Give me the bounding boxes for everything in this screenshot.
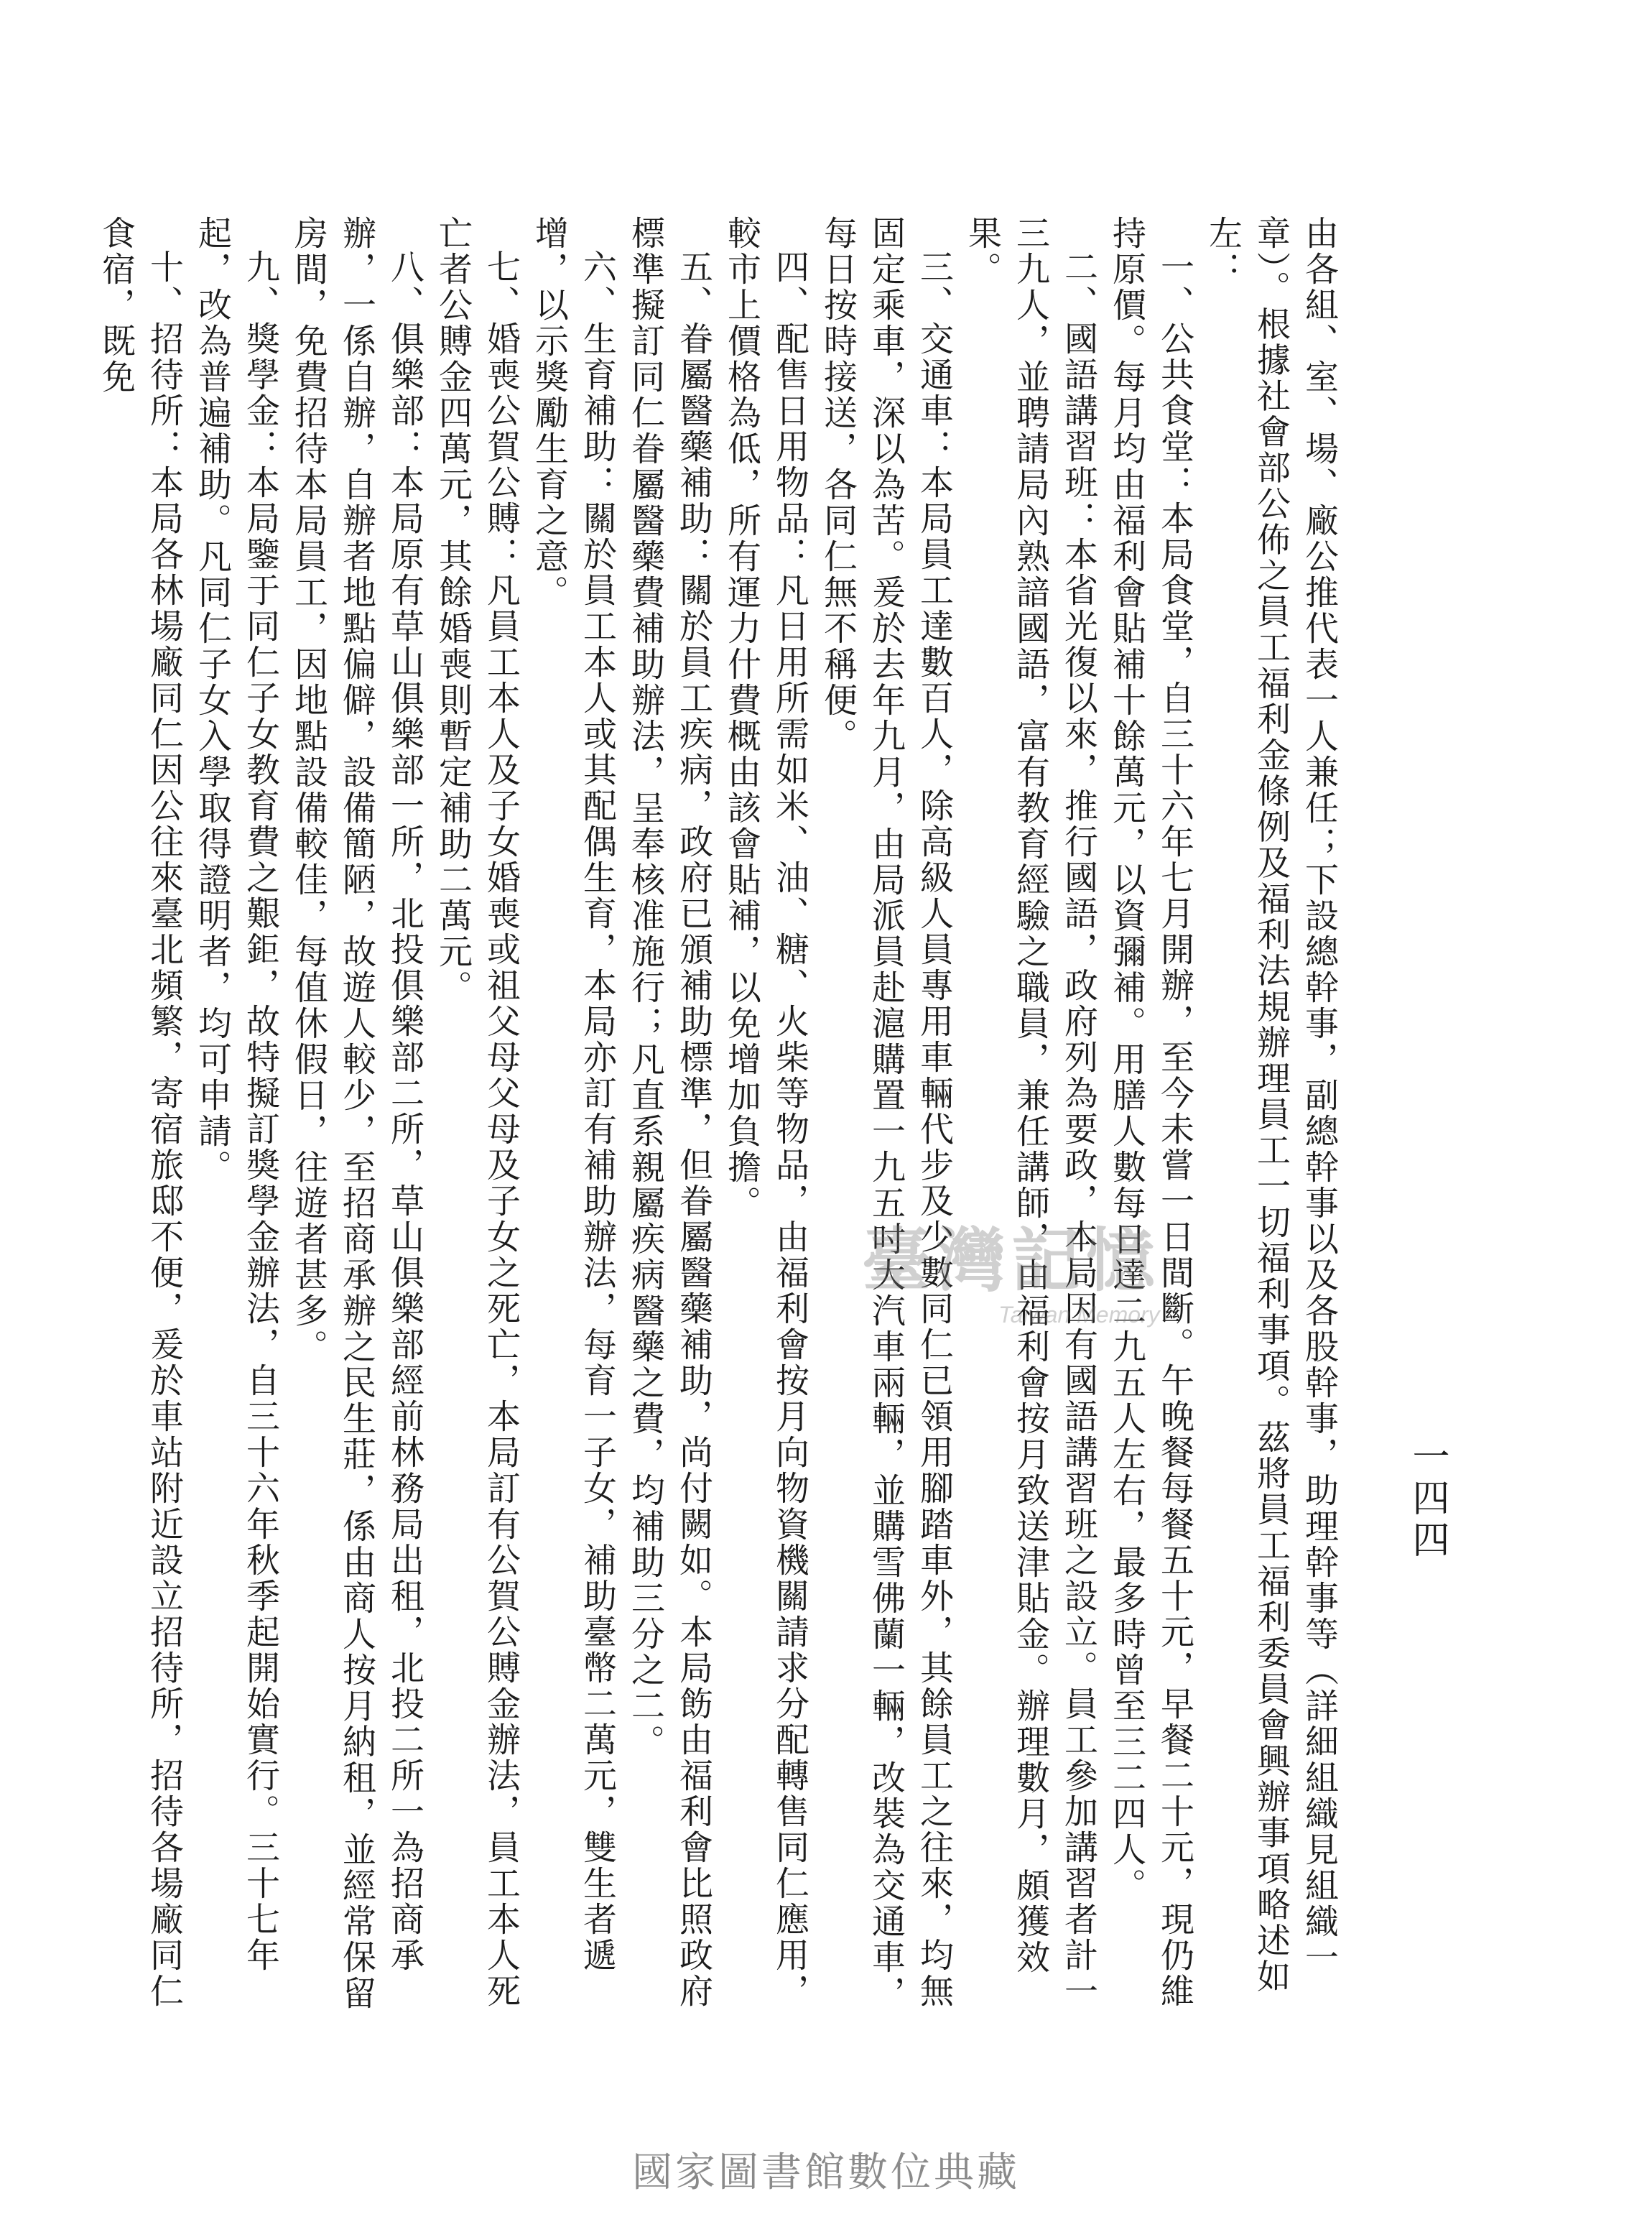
paragraph: 由各組、室、場、廠公推代表一人兼任；下設總幹事，副總幹事以及各股幹事，助理幹事等（詳細組織見組織一章）。根據社會部公佈之員工福利金條例及福利法規辦理員工一切福利事項。茲將員工福利委員會興辦事項略述如左： — [1203, 216, 1339, 1995]
paragraph: 三、交通車：本局員工達數百人，除高級人員專用車輛代步及少數同仁已領用腳踏車外，其餘員工之往來，均無固定乘車，深以為苦。爰於去年九月，由局派員赴滬購置一九五吋大汽車兩輛，並購雪佛蘭一輛，改裝為交通車，每日按時接送，各同仁無不稱便。 — [818, 216, 954, 2011]
paragraph: 七、婚喪公賀公賻：凡員工本人及子女婚喪或祖父母父母及子女之死亡，本局訂有公賀公賻金辦法，員工本人死亡者公賻金四萬元，其餘婚喪則暫定補助二萬元。 — [433, 216, 521, 2009]
watermark-text-zh: 臺灣記憶 — [862, 1220, 1161, 1301]
page-number: 一四四 — [1406, 1437, 1449, 1562]
vertical-text-body — [96, 216, 1343, 2011]
paragraph: 八、俱樂部：本局原有草山俱樂部一所，北投俱樂部二所，草山俱樂部經前林務局出租，北投二所一為招商承辦，一係自辦，自辦者地點偏僻，設備簡陋，故遊人較少，至招商承辦之民生莊，係由商人按月納租，並經常保留房間，免費招待本局員工，因地點設備較佳，每值休假日，往遊者甚多。 — [289, 216, 424, 2011]
paragraph: 四、配售日用物品：凡日用所需如米、油、糖、火柴等物品，由福利會按月向物資機關請求分配轉售同仁應用，較市上價格為低，所有運力什費概由該會貼補，以免增加負擔。 — [722, 216, 809, 2009]
paragraph: 二、國語講習班：本省光復以來，推行國語，政府列為要政，本局因有國語講習班之設立。員工參加講習者計一三九人，並聘請局內熟諳國語，富有教育經驗之職員，兼任講師，由福利會按月致送津貼金。辦理數月，頗獲效果。 — [962, 216, 1098, 2009]
paragraph: 九、獎學金：本局鑒于同仁子女教育費之艱鉅，故特擬訂獎學金辦法，自三十六年秋季起開始實行。三十七年起，改為普遍補助。凡同仁子女入學取得證明者，均可申請。 — [192, 216, 280, 1973]
paragraph: 十、招待所：本局各林場廠同仁因公往來臺北頻繁，寄宿旅邸不便，爰於車站附近設立招待所，招待各場廠同仁食宿，既免 — [96, 216, 184, 2009]
paragraph: 六、生育補助：關於員工本人或其配偶生育，本局亦訂有補助辦法，每育一子女，補助臺幣二萬元，雙生者遞增，以示獎勵生育之意。 — [529, 216, 617, 1973]
paragraph: 五、眷屬醫藥補助：關於員工疾病，政府已頒補助標準，但眷屬醫藥補助，尚付闕如。本局飭由福利會比照政府標準擬訂同仁眷屬醫藥費補助辦法，呈奉核准施行；凡直系親屬疾病醫藥之費，均補助三分之二。 — [626, 216, 713, 2009]
watermark-text-en: Taiwan Memory — [998, 1302, 1160, 1328]
paragraph: 一、公共食堂：本局食堂，自三十六年七月開辦，至今未嘗一日間斷。午晚餐每餐五十元，早餐二十元，現仍維持原價。每月均由福利會貼補十餘萬元，以資彌補。用膳人數每日達二九五人左右，最多時曾至三二四人。 — [1107, 216, 1194, 2009]
footer-caption: 國家圖書館數位典藏 — [632, 2149, 1020, 2196]
